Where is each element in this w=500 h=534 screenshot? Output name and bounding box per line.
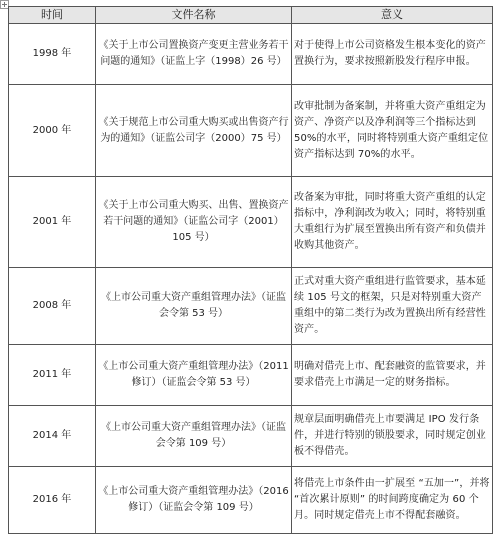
year-cell: 2011 年: [9, 345, 96, 406]
table-header-row: [9, 7, 493, 24]
table-row: [9, 406, 493, 467]
year-cell: 2014 年: [9, 406, 96, 467]
year-cell: 2000 年: [9, 85, 96, 177]
header-time: 时间: [9, 7, 96, 24]
meaning-cell: 对于使得上市公司资格发生根本变化的资产置换行为，要求按照新股发行程序申报。: [292, 24, 493, 85]
year-cell: 2016 年: [9, 467, 96, 534]
meaning-cell: 改备案为审批，同时将重大资产重组的认定指标中，净利润改为收入；同时，将特别重大重组行为扩展至置换出所有资产和负债并收购其他资产。: [292, 177, 493, 268]
header-significance: 意义: [292, 7, 493, 24]
header-document-name: 文件名称: [96, 7, 292, 24]
document-cell: 《上市公司重大资产重组管理办法》（证监会令第 53 号）: [96, 268, 292, 345]
regulation-history-table: [8, 6, 493, 534]
table-row: [9, 268, 493, 345]
meaning-cell: 改审批制为备案制，并将重大资产重组定为资产、净资产以及净利润等三个指标达到 50%的水平，同时将特别重大资产重组定位资产指标达到 70%的水平。: [292, 85, 493, 177]
year-cell: 2008 年: [9, 268, 96, 345]
document-cell: 《关于上市公司置换资产变更主营业务若干问题的通知》（证监上字（1998）26 号）: [96, 24, 292, 85]
document-cell: 《上市公司重大资产重组管理办法》（2011 修订）（证监会令第 53 号）: [96, 345, 292, 406]
table-row: [9, 24, 493, 85]
document-cell: 《上市公司重大资产重组管理办法》（2016 修订）（证监会令第 109 号）: [96, 467, 292, 534]
year-cell: 1998 年: [9, 24, 96, 85]
meaning-cell: 正式对重大资产重组进行监管要求，基本延续 105 号文的框架，只是对特别重大资产重组中的第二类行为改为置换出所有经营性资产。: [292, 268, 493, 345]
regulation-table-container: [8, 6, 492, 534]
table-row: [9, 467, 493, 534]
meaning-cell: 将借壳上市条件由一扩展至 “五加一”，并将 “首次累计原则” 的时间跨度确定为 60 个月。同时规定借壳上市不得配套融资。: [292, 467, 493, 534]
year-cell: 2001 年: [9, 177, 96, 268]
table-row: [9, 85, 493, 177]
document-cell: 《上市公司重大资产重组管理办法》（证监会令第 109 号）: [96, 406, 292, 467]
document-cell: 《关于上市公司重大购买、出售、置换资产若干问题的通知》（证监公司字（2001）105 号）: [96, 177, 292, 268]
meaning-cell: 规章层面明确借壳上市要满足 IPO 发行条件，并进行特别的锁股要求，同时规定创业板不得借壳。: [292, 406, 493, 467]
table-row: [9, 345, 493, 406]
table-row: [9, 177, 493, 268]
document-cell: 《关于规范上市公司重大购买或出售资产行为的通知》（证监公司字（2000）75 号）: [96, 85, 292, 177]
meaning-cell: 明确对借壳上市、配套融资的监管要求，并要求借壳上市满足一定的财务指标。: [292, 345, 493, 406]
